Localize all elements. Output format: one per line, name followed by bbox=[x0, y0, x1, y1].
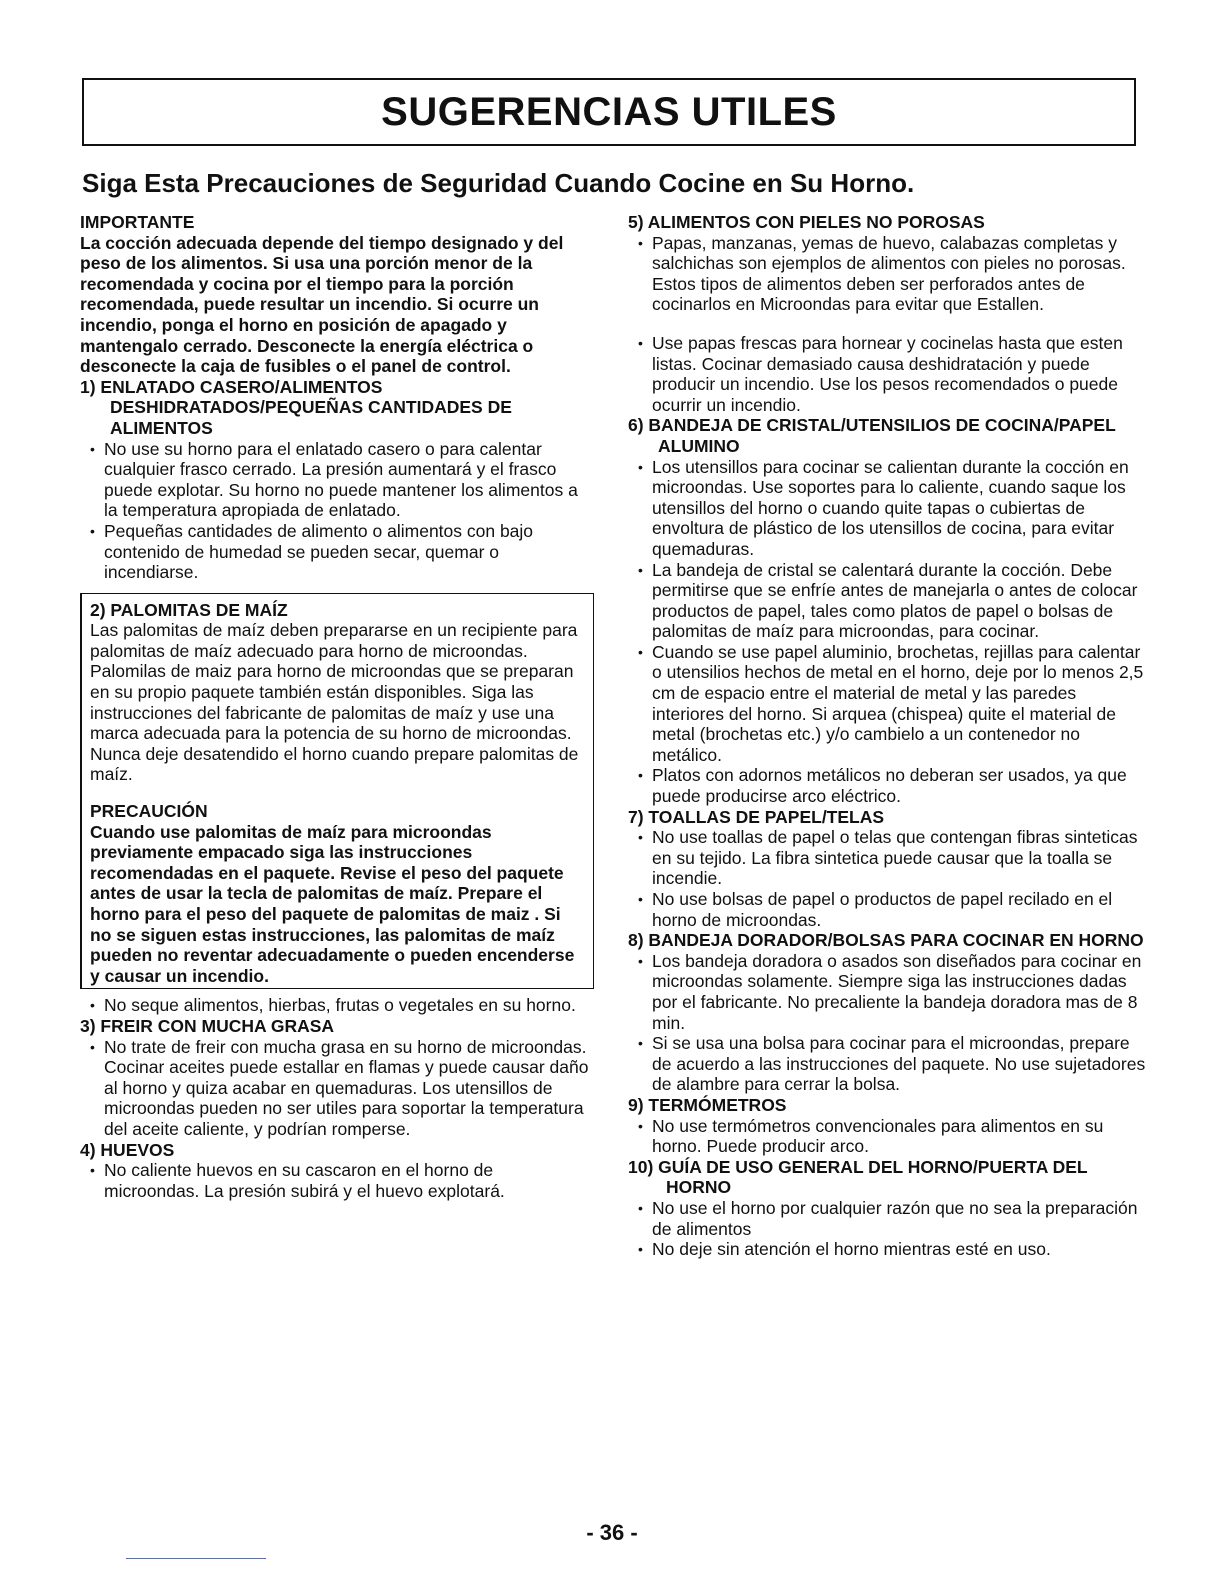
list-item: • Los utensillos para cocinar se calientan durante la cocción en microondas. Use soportes para lo caliente, cuando saque los utensillos del horno o cuando quite tapas o cubiertas de envoltura de plástico de los utensillos de cocina, para evitar quemaduras. bbox=[628, 457, 1148, 560]
section-8-list bbox=[628, 951, 1148, 1095]
list-item: • Los bandeja doradora o asados son diseñados para cocinar en microondas solamente. Siempre siga las instrucciones dadas por el fabricante. No precaliente la bandeja doradora mas de 8 min. bbox=[628, 951, 1148, 1033]
page-number: - 36 - bbox=[586, 1520, 638, 1545]
section-9-title: 9) TERMÓMETROS bbox=[628, 1094, 787, 1115]
section-7-list bbox=[628, 827, 1148, 930]
section-10-list bbox=[628, 1198, 1148, 1260]
section-6-title: 6) BANDEJA DE CRISTAL/UTENSILIOS DE COCINA/PAPEL ALUMINO bbox=[628, 415, 1116, 456]
footer-rule bbox=[126, 1558, 266, 1559]
list-item: • Cuando se use papel aluminio, brochetas, rejillas para calentar o utensilios hechos de metal en el horno, deje por lo menos 2,5 cm de espacio entre el material de metal y las paredes interiores del horno. Si arquea (chispea) quite el material de metal (brochetas etc.) y/o cambielo a un contenedor no metálico. bbox=[628, 642, 1148, 766]
list-item: • Use papas frescas para hornear y cocinelas hasta que esten listas. Cocinar demasiado causa deshidratación y puede producir un incendio. Use los pesos recomendados o puede ocurrir un incendio. bbox=[628, 333, 1148, 415]
section-3-list bbox=[80, 1037, 590, 1140]
right-column bbox=[628, 212, 1148, 1260]
list-item: • No use toallas de papel o telas que contengan fibras sinteticas en su tejido. La fibra sintetica puede causar que la toalla se incendie. bbox=[628, 827, 1148, 889]
section-6-list bbox=[628, 457, 1148, 807]
list-item: • No caliente huevos en su cascaron en el horno de microondas. La presión subirá y el huevo explotará. bbox=[80, 1160, 590, 1201]
popcorn-box bbox=[80, 593, 594, 990]
section-1-list bbox=[80, 439, 590, 583]
list-item: • No use bolsas de papel o productos de papel recilado en el horno de microondas. bbox=[628, 889, 1148, 930]
section-3-title: 3) FREIR CON MUCHA GRASA bbox=[80, 1015, 335, 1036]
section-9-list bbox=[628, 1116, 1148, 1157]
precaucion-text: Cuando use palomitas de maíz para microondas previamente empacado siga las instrucciones recomendadas en el paquete. Revise el peso del paquete antes de usar la tecla de palomitas de maíz. Prepare el horno para el peso del paquete de palomitas de maiz . Si no se siguen estas instrucciones, las palomitas de maíz pueden no reventar adecuadamente o pueden encenderse y causar un incendio. bbox=[90, 821, 575, 986]
title-box bbox=[82, 78, 1136, 146]
subtitle: Siga Esta Precauciones de Seguridad Cuando Cocine en Su Horno. bbox=[82, 168, 915, 198]
section-2-title: 2) PALOMITAS DE MAÍZ bbox=[90, 599, 288, 620]
list-item: • Papas, manzanas, yemas de huevo, calabazas completas y salchichas son ejemplos de alimentos con pieles no porosas. Estos tipos de alimentos deben ser perforados antes de cocinarlos en Microondas para evitar que Estallen. bbox=[628, 233, 1148, 315]
section-7-title: 7) TOALLAS DE PAPEL/TELAS bbox=[628, 806, 885, 827]
left-column bbox=[80, 212, 590, 1201]
list-item: • No use termómetros convencionales para alimentos en su horno. Puede producir arco. bbox=[628, 1116, 1148, 1157]
importante-label: IMPORTANTE bbox=[80, 212, 195, 232]
list-item: • Pequeñas cantidades de alimento o alimentos con bajo contenido de humedad se pueden secar, quemar o incendiarse. bbox=[80, 521, 590, 583]
section-4-title: 4) HUEVOS bbox=[80, 1139, 175, 1160]
list-item: • Platos con adornos metálicos no deberan ser usados, ya que puede producirse arco eléctrico. bbox=[628, 765, 1148, 806]
section-10-title: 10) GUÍA DE USO GENERAL DEL HORNO/PUERTA DEL HORNO bbox=[628, 1156, 1088, 1198]
list-item: • No use su horno para el enlatado casero o para calentar cualquier frasco cerrado. La presión aumentará y el frasco puede explotar. Su horno no puede mantener los alimentos a la temperatura apropiada de enlatado. bbox=[80, 439, 590, 521]
section-5-title: 5) ALIMENTOS CON PIELES NO POROSAS bbox=[628, 212, 985, 232]
precaucion-label: PRECAUCIÓN bbox=[90, 801, 208, 822]
section-5-list bbox=[628, 233, 1148, 416]
list-item: • La bandeja de cristal se calentará durante la cocción. Debe permitirse que se enfríe antes de manejarla o antes de colocar productos de papel, tales como platos de papel o bolsas de palomitas de maíz para microondas, para cocinar. bbox=[628, 560, 1148, 642]
page-title: SUGERENCIAS UTILES bbox=[381, 89, 837, 134]
section-1-title: 1) ENLATADO CASERO/ALIMENTOS DESHIDRATADOS/PEQUEÑAS CANTIDADES DE ALIMENTOS bbox=[80, 376, 512, 438]
importante-text: La cocción adecuada depende del tiempo designado y del peso de los alimentos. Si usa una porción menor de la recomendada y cocina por el tiempo para la porción recomendada, puede resultar un incendio. Si ocurre un incendio, ponga el horno en posición de apagado y mantengalo cerrado. Desconecte la energía eléctrica o desconecte la caja de fusibles o el panel de control. bbox=[80, 232, 564, 377]
list-item: • No trate de freir con mucha grasa en su horno de microondas. Cocinar aceites puede estallar en flamas y puede causar daño al horno y quiza acabar en quemaduras. Los utensillos de microondas pueden no ser utiles para soportar la temperatura del aceite caliente, y podrían romperse. bbox=[80, 1037, 590, 1140]
section-2-list bbox=[80, 995, 590, 1016]
list-item: • No deje sin atención el horno mientras esté en uso. bbox=[628, 1239, 1148, 1260]
list-item: • No use el horno por cualquier razón que no sea la preparación de alimentos bbox=[628, 1198, 1148, 1239]
section-4-list bbox=[80, 1160, 590, 1201]
section-2-text: Las palomitas de maíz deben prepararse en un recipiente para palomitas de maíz adecuado para horno de microondas. Palomilas de maiz para horno de microondas que se preparan en su propio paquete también están disponibles. Siga las instrucciones del fabricante de palomitas de maíz y use una marca adecuada para la potencia de su horno de microondas. Nunca deje desatendido el horno cuando prepare palomitas de maíz. bbox=[90, 620, 579, 785]
list-item: • No seque alimentos, hierbas, frutas o vegetales en su horno. bbox=[80, 995, 590, 1016]
list-item: • Si se usa una bolsa para cocinar para el microondas, prepare de acuerdo a las instrucciones del paquete. No use sujetadores de alambre para cerrar la bolsa. bbox=[628, 1033, 1148, 1095]
section-8-title: 8) BANDEJA DORADOR/BOLSAS PARA COCINAR EN HORNO bbox=[628, 930, 1144, 951]
